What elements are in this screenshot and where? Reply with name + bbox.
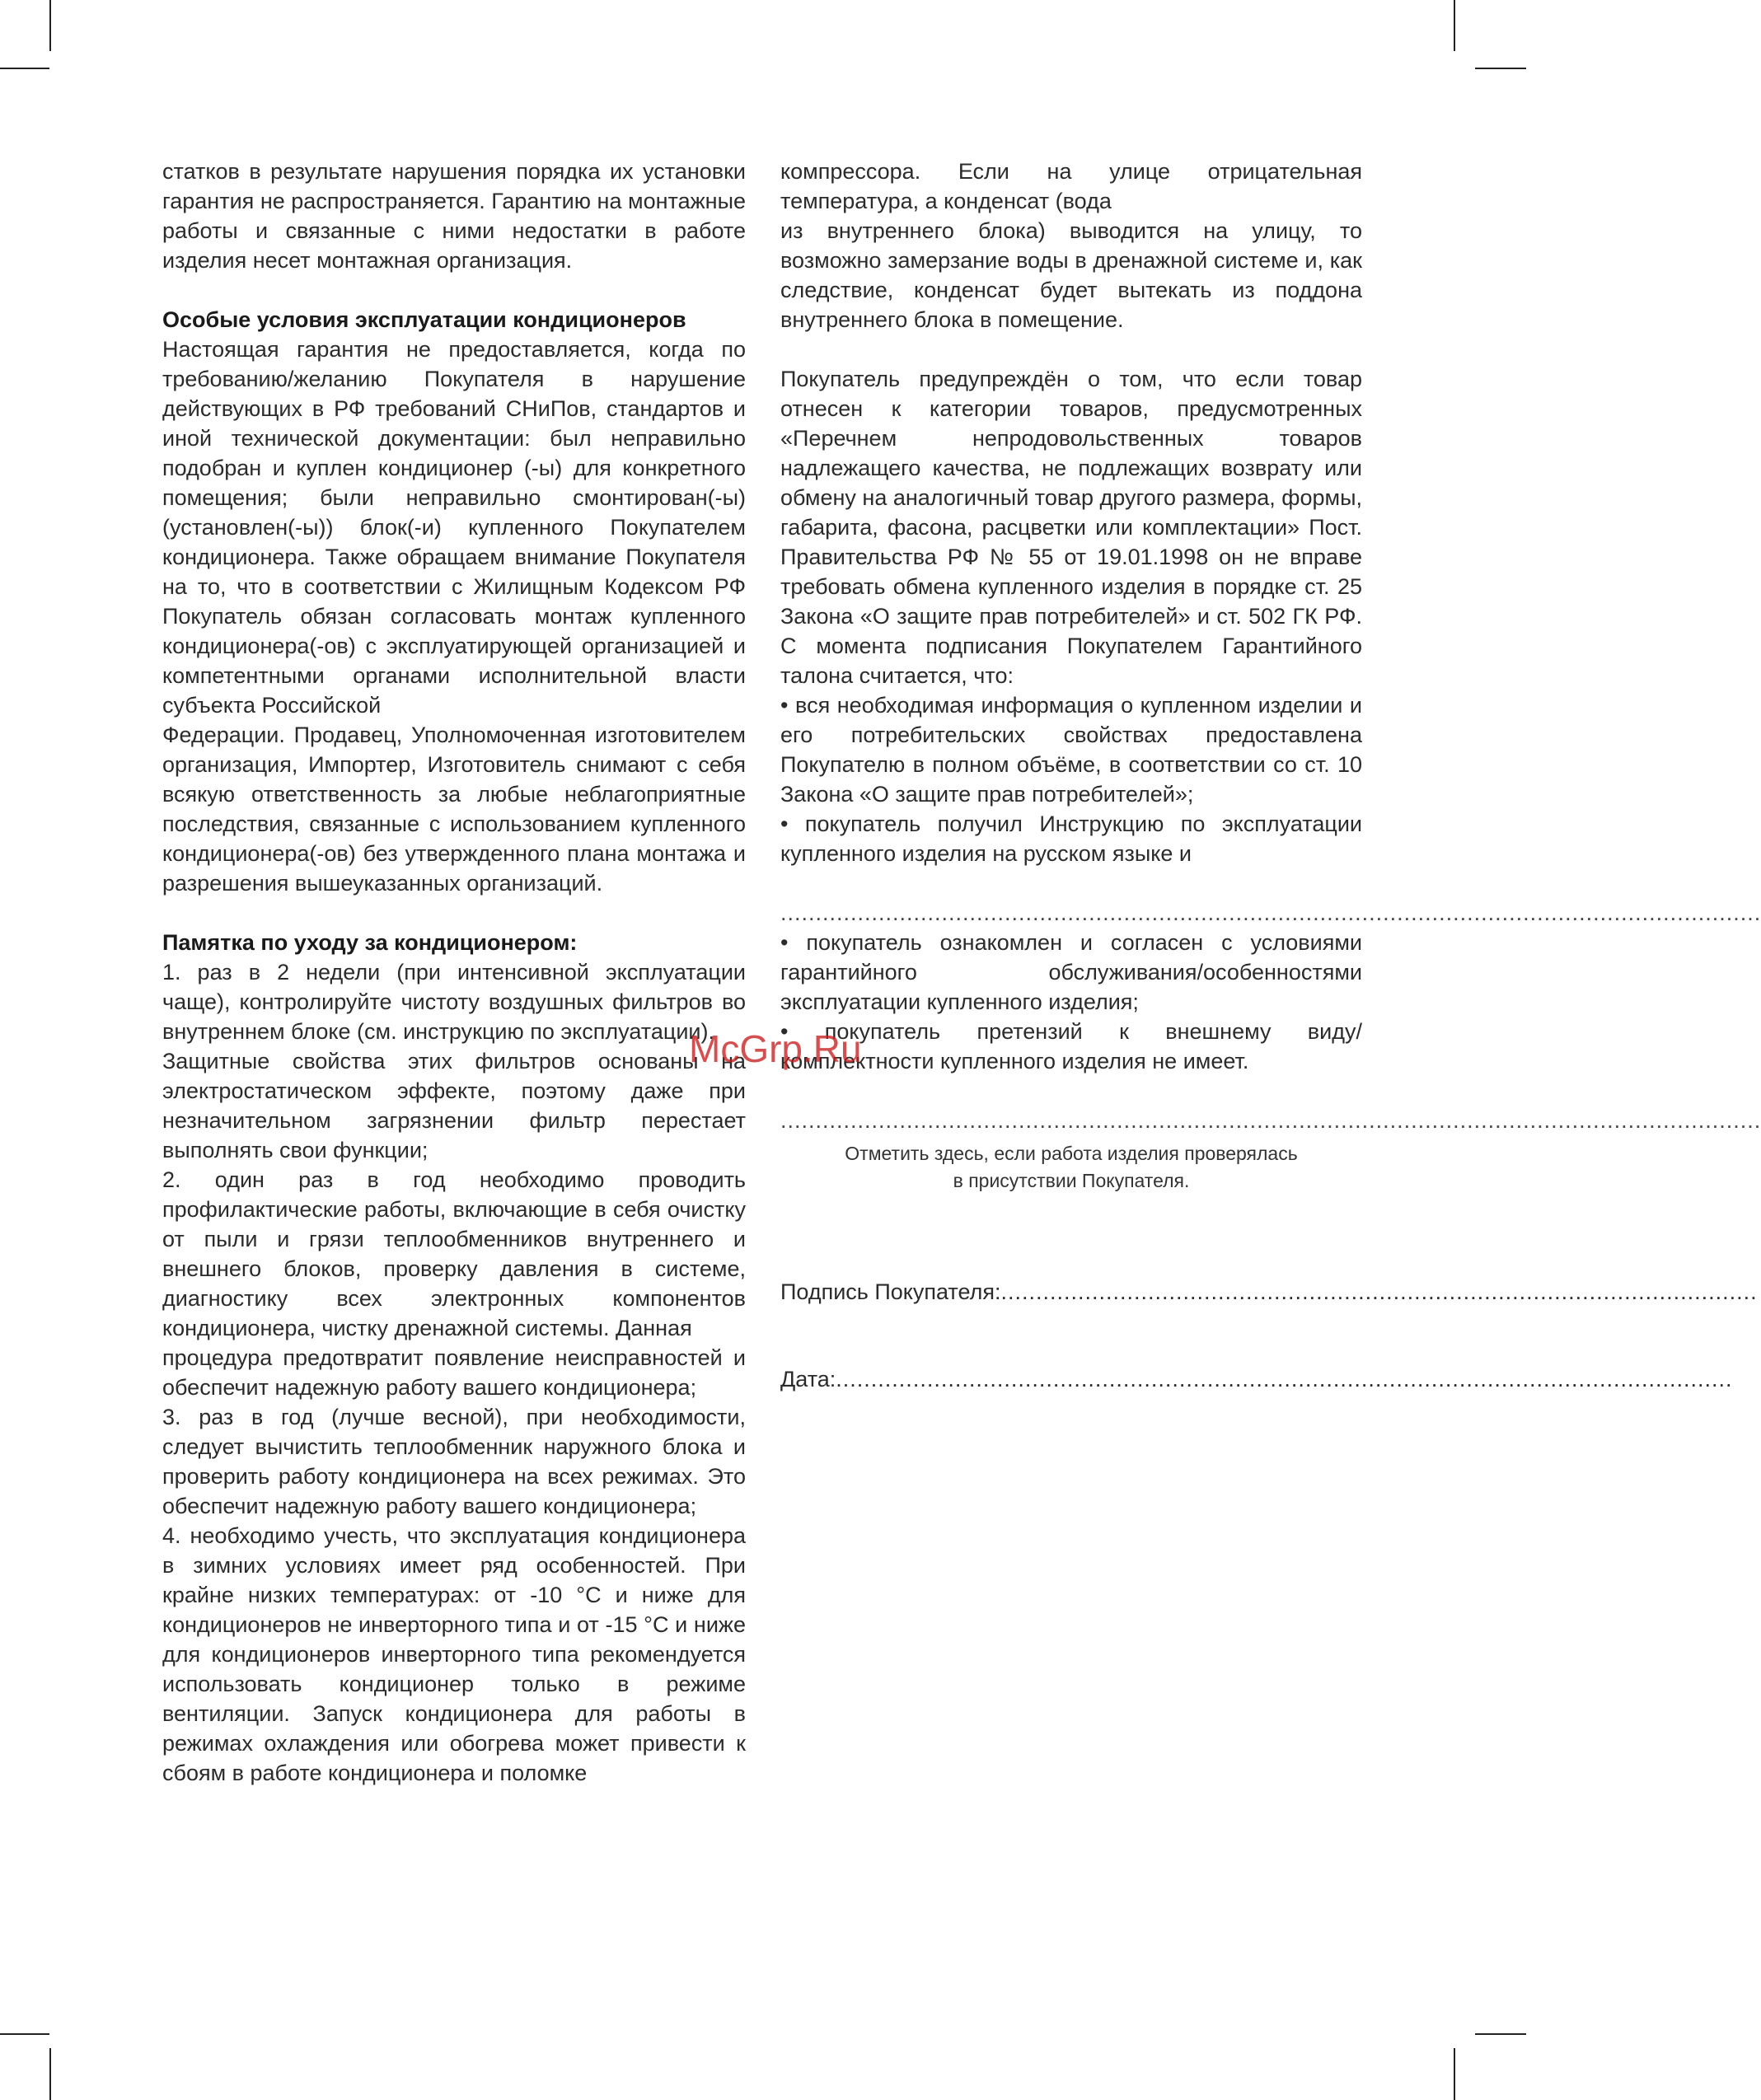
crop-mark: [0, 2033, 49, 2035]
section-title-care-memo: Памятка по уходу за кондиционером:: [162, 930, 578, 955]
crop-mark: [1475, 68, 1526, 69]
bullet-info-provided: • вся необходимая информация о купленном изделии и его потребительских свойствах предоставлена Покупателю в полном объёме, в соответствии со ст. 10 Закона «О защите прав потребителей»;: [780, 693, 1362, 807]
care-item-1: 1. раз в 2 недели (при интенсивной эксплуатации чаще), контролируйте чистоту воздушных фильтров во внутреннем блоке (см. инструкцию по эксплуатации).: [162, 960, 746, 1044]
compressor-paragraph-a: компрессора. Если на улице отрицательная температура, а конденсат (вода: [780, 159, 1362, 213]
signature-line[interactable]: ............................................................................................................: [1000, 1279, 1758, 1304]
bullet-no-claims: • покупатель претензий к внешнему виду/комплектности купленного изделия не имеет.: [780, 1019, 1362, 1073]
bullet-warranty-terms: • покупатель ознакомлен и согласен с условиями гарантийного обслуживания/особенностями эксплуатации купленного изделия;: [780, 930, 1362, 1014]
check-note-line-1: Отметить здесь, если работа изделия проверялась: [845, 1143, 1298, 1164]
crop-mark: [49, 2048, 51, 2100]
crop-mark: [1454, 0, 1455, 51]
crop-mark: [1454, 2048, 1455, 2100]
care-item-2-cont: процедура предотвратит появление неисправностей и обеспечит надежную работу вашего кондиционера;: [162, 1345, 746, 1400]
care-item-1-note: Защитные свойства этих фильтров основаны на электростатическом эффекте, поэтому даже при незначительном загрязнении фильтр перестает выполнять свои функции;: [162, 1049, 746, 1162]
operating-conditions-paragraph: Настоящая гарантия не предоставляется, когда по требованию/желанию Покупателя в нарушение действующих в РФ требований СНиПов, стандартов и иной технической документации: был неправильно подобран и куплен кондиционер (-ы) для конкретного помещения; были неправильно смонтирован(-ы) (установлен(-ы)) блок(-и) купленного Покупателем кондиционера. Также обращаем внимание Покупателя на то, что в соответствии с Жилищным Кодексом РФ Покупатель обязан согласовать монтаж купленного кондиционера(-ов) с эксплуатирующей организацией и компетентными органами исполнительной власти субъекта Российской: [162, 337, 746, 718]
compressor-paragraph-b: из внутреннего блока) выводится на улицу, то возможно замерзание воды в дренажной системе и, как следствие, конденсат будет вытекать из поддона внутреннего блока в помещение.: [780, 218, 1362, 332]
watermark: McGrp.Ru: [689, 1027, 862, 1070]
crop-mark: [0, 68, 49, 69]
care-item-2: 2. один раз в год необходимо проводить профилактические работы, включающие в себя очистку от пыли и грязи теплообменников внутреннего и внешнего блоков, проверку давления в системе, диагностику всех электронных компонентов кондиционера, чистку дренажной системы. Данная: [162, 1167, 746, 1340]
crop-mark: [1475, 2033, 1526, 2035]
bullet-instructions-received: • покупатель получил Инструкцию по эксплуатации купленного изделия на русском языке и: [780, 811, 1362, 866]
intro-paragraph: статков в результате нарушения порядка их установки гарантия не распространяется. Гарантию на монтажные работы и связанные с ними недостатки в работе изделия несет монтажная организация.: [162, 159, 746, 273]
date-field[interactable]: [780, 1364, 1733, 1394]
operating-conditions-paragraph-cont: Федерации. Продавец, Уполномоченная изготовителем организация, Импортер, Изготовитель снимают с себя всякую ответственность за любые неблагоприятные последствия, связанные с использованием купленного кондиционера(-ов) без утвержденного плана монтажа и разрешения вышеуказанных организаций.: [162, 723, 746, 896]
buyer-warning-paragraph: Покупатель предупреждён о том, что если товар отнесен к категории товаров, предусмотренных «Перечнем непродовольственных товаров надлежащего качества, не подлежащих возврату или обмену на аналогичный товар другого размера, формы, габарита, фасона, расцветки или комплектации» Пост. Правительства РФ № 55 от 19.01.1998 он не вправе требовать обмена купленного изделия в порядке ст. 25 Закона «О защите прав потребителей» и ст. 502 ГК РФ. С момента подписания Покупателем Гарантийного талона считается, что:: [780, 367, 1362, 688]
left-column: [162, 157, 746, 1788]
fill-line-check[interactable]: ............................................................................................................................................: [780, 1108, 1761, 1133]
signature-label: Подпись Покупателя:: [780, 1279, 1001, 1304]
care-item-3: 3. раз в год (лучше весной), при необходимости, следует вычистить теплообменник наружного блока и проверить работу кондиционера на всех режимах. Это обеспечит надежную работу вашего кондиционера;: [162, 1405, 746, 1518]
crop-mark: [49, 0, 51, 51]
check-note-line-2: в присутствии Покупателя.: [953, 1170, 1190, 1191]
date-label: Дата:: [780, 1367, 836, 1391]
fill-line-1[interactable]: ............................................................................................................................................: [780, 900, 1761, 925]
check-note: [780, 1140, 1362, 1195]
signature-field[interactable]: [780, 1277, 1758, 1307]
right-column: [780, 157, 1761, 1394]
section-title-operating-conditions: Особые условия эксплуатации кондиционеров: [162, 307, 686, 332]
care-item-4: 4. необходимо учесть, что эксплуатация кондиционера в зимних условиях имеет ряд особенностей. При крайне низких температурах: от -10 °C и ниже для кондиционеров не инверторного типа и от -15 °C и ниже для кондиционеров инверторного типа рекомендуется использовать кондиционер только в режиме вентиляции. Запуск кондиционера для работы в режимах охлаждения или обогрева может привести к сбоям в работе кондиционера и поломке: [162, 1523, 746, 1785]
date-line[interactable]: ................................................................................................................................: [836, 1367, 1733, 1391]
